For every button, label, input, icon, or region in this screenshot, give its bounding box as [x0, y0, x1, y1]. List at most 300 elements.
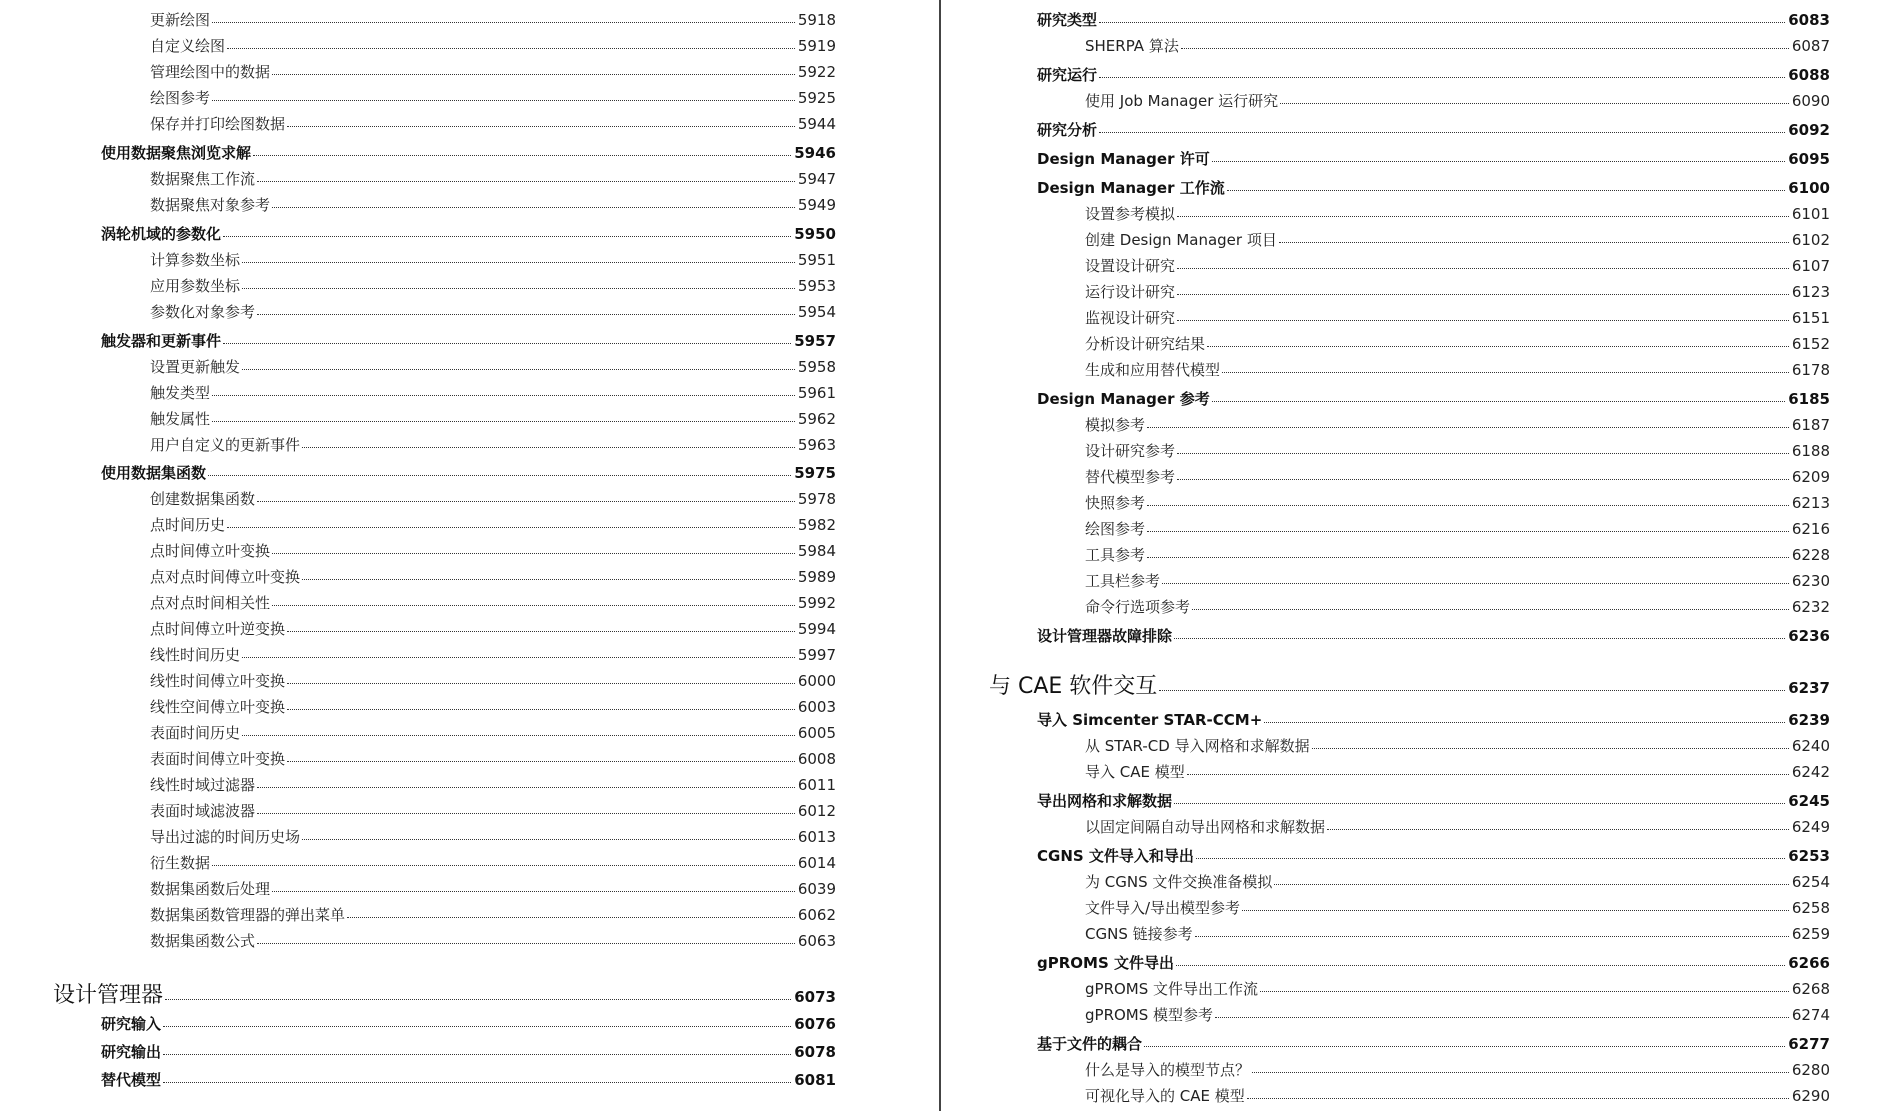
toc-entry-page-number: 6259: [1791, 925, 1830, 943]
toc-section-entry[interactable]: [1037, 1037, 1830, 1052]
toc-entry-title: 替代模型: [101, 1071, 162, 1089]
toc-entry-title: Design Manager 许可: [1037, 150, 1210, 168]
toc-entry-page-number: 5957: [794, 332, 836, 350]
toc-subsection-entry[interactable]: [1085, 522, 1830, 537]
right-toc-page: [942, 0, 1878, 1111]
toc-subsection-entry[interactable]: [1085, 765, 1830, 780]
dot-leader: [1212, 161, 1786, 162]
toc-entry-title: 运行设计研究: [1085, 283, 1176, 301]
toc-subsection-entry[interactable]: [150, 856, 836, 871]
toc-subsection-entry[interactable]: [1085, 207, 1830, 222]
toc-subsection-entry[interactable]: [1085, 94, 1830, 109]
toc-entry-title: 与 CAE 软件交互: [989, 674, 1158, 699]
toc-entry-page-number: 6062: [797, 906, 836, 924]
toc-entry-page-number: 6274: [1791, 1006, 1830, 1024]
toc-subsection-entry[interactable]: [150, 492, 836, 507]
toc-entry-title: 线性时域过滤器: [150, 776, 256, 794]
toc-subsection-entry[interactable]: [150, 804, 836, 819]
toc-subsection-entry[interactable]: [150, 622, 836, 637]
toc-entry-page-number: 5950: [794, 225, 836, 243]
toc-entry-page-number: 5949: [797, 196, 836, 214]
toc-entry-page-number: 6230: [1791, 572, 1830, 590]
toc-entry-page-number: 5961: [797, 384, 836, 402]
toc-entry-page-number: 6087: [1791, 37, 1830, 55]
toc-entry-page-number: 6095: [1788, 150, 1830, 168]
toc-subsection-entry[interactable]: [150, 648, 836, 663]
toc-entry-title: 管理绘图中的数据: [150, 63, 271, 81]
toc-entry-title: 点时间傅立叶逆变换: [150, 620, 286, 638]
toc-entry-title: 触发类型: [150, 384, 211, 402]
toc-subsection-entry[interactable]: [1085, 739, 1830, 754]
toc-subsection-entry[interactable]: [150, 934, 836, 949]
dot-leader: [1177, 320, 1789, 321]
toc-entry-page-number: 6092: [1788, 121, 1830, 139]
dot-leader: [1181, 48, 1789, 49]
dot-leader: [257, 943, 795, 944]
toc-entry-title: 数据集函数管理器的弹出菜单: [150, 906, 346, 924]
toc-entry-title: 以固定间隔自动导出网格和求解数据: [1085, 818, 1326, 836]
dot-leader: [1177, 216, 1789, 217]
toc-entry-title: 自定义绘图: [150, 37, 226, 55]
toc-entry-title: 数据聚焦工作流: [150, 170, 256, 188]
toc-entry-page-number: 6240: [1791, 737, 1830, 755]
dot-leader: [223, 236, 791, 237]
dot-leader: [302, 579, 795, 580]
toc-entry-page-number: 6216: [1791, 520, 1830, 538]
dot-leader: [212, 865, 795, 866]
toc-subsection-entry[interactable]: [150, 778, 836, 793]
toc-entry-title: 替代模型参考: [1085, 468, 1176, 486]
toc-entry-title: 研究输入: [101, 1015, 162, 1033]
toc-entry-page-number: 6266: [1788, 954, 1830, 972]
dot-leader: [1264, 722, 1785, 723]
dot-leader: [1147, 505, 1789, 506]
dot-leader: [287, 761, 795, 762]
toc-section-entry[interactable]: [1037, 13, 1830, 28]
toc-entry-title: 工具栏参考: [1085, 572, 1161, 590]
dot-leader: [212, 395, 795, 396]
dot-leader: [223, 343, 791, 344]
toc-entry-page-number: 6100: [1788, 179, 1830, 197]
dot-leader: [1144, 1046, 1785, 1047]
dot-leader: [272, 74, 795, 75]
toc-section-entry[interactable]: [1037, 794, 1830, 809]
dot-leader: [1147, 531, 1789, 532]
dot-leader: [1227, 190, 1786, 191]
toc-subsection-entry[interactable]: [150, 279, 836, 294]
toc-section-entry[interactable]: [1037, 392, 1830, 407]
toc-entry-title: CGNS 链接参考: [1085, 925, 1193, 943]
toc-subsection-entry[interactable]: [1085, 418, 1830, 433]
toc-entry-title: 设计管理器: [53, 983, 164, 1008]
toc-section-entry[interactable]: [101, 1045, 836, 1060]
toc-subsection-entry[interactable]: [1085, 337, 1830, 352]
toc-entry-title: 数据集函数公式: [150, 932, 256, 950]
toc-section-entry[interactable]: [1037, 713, 1830, 728]
dot-leader: [302, 447, 795, 448]
toc-entry-title: 模拟参考: [1085, 416, 1146, 434]
dot-leader: [1177, 479, 1789, 480]
dot-leader: [227, 527, 795, 528]
toc-entry-title: 导入 CAE 模型: [1085, 763, 1185, 781]
toc-section-entry[interactable]: [1037, 123, 1830, 138]
dot-leader: [1162, 583, 1789, 584]
dot-leader: [242, 369, 795, 370]
toc-subsection-entry[interactable]: [150, 882, 836, 897]
dot-leader: [1212, 401, 1786, 402]
toc-entry-page-number: 6083: [1788, 11, 1830, 29]
toc-section-entry[interactable]: [1037, 181, 1830, 196]
toc-entry-title: 基于文件的耦合: [1037, 1035, 1143, 1053]
toc-entry-page-number: 6005: [797, 724, 836, 742]
toc-subsection-entry[interactable]: [150, 386, 836, 401]
toc-subsection-entry[interactable]: [150, 412, 836, 427]
dot-leader: [1247, 1098, 1789, 1099]
toc-entry-title: 使用数据聚焦浏览求解: [101, 144, 252, 162]
toc-subsection-entry[interactable]: [150, 198, 836, 213]
toc-entry-page-number: 6123: [1791, 283, 1830, 301]
dot-leader: [1260, 991, 1789, 992]
toc-entry-page-number: 6078: [794, 1043, 836, 1061]
dot-leader: [1099, 132, 1785, 133]
toc-entry-page-number: 6237: [1788, 679, 1830, 697]
toc-entry-page-number: 6239: [1788, 711, 1830, 729]
toc-entry-title: 为 CGNS 文件交换准备模拟: [1085, 873, 1273, 891]
toc-entry-page-number: 6000: [797, 672, 836, 690]
toc-subsection-entry[interactable]: [150, 438, 836, 453]
toc-entry-title: 设置设计研究: [1085, 257, 1176, 275]
toc-section-entry[interactable]: [1037, 68, 1830, 83]
dot-leader: [1222, 372, 1789, 373]
toc-entry-page-number: 5962: [797, 410, 836, 428]
toc-entry-title: CGNS 文件导入和导出: [1037, 847, 1194, 865]
toc-entry-title: 研究类型: [1037, 11, 1098, 29]
toc-section-entry[interactable]: [101, 227, 836, 242]
toc-entry-page-number: 6107: [1791, 257, 1830, 275]
toc-section-entry[interactable]: [1037, 629, 1830, 644]
dot-leader: [1147, 557, 1789, 558]
dot-leader: [1192, 609, 1789, 610]
toc-entry-page-number: 6290: [1791, 1087, 1830, 1105]
toc-entry-title: 表面时域滤波器: [150, 802, 256, 820]
toc-entry-title: 点时间傅立叶变换: [150, 542, 271, 560]
toc-entry-title: 触发属性: [150, 410, 211, 428]
toc-entry-page-number: 5944: [797, 115, 836, 133]
dot-leader: [272, 553, 795, 554]
toc-entry-title: 点对点时间傅立叶变换: [150, 568, 301, 586]
toc-entry-title: 设置参考模拟: [1085, 205, 1176, 223]
toc-entry-title: 更新绘图: [150, 11, 211, 29]
toc-subsection-entry[interactable]: [1085, 285, 1830, 300]
toc-entry-title: 研究分析: [1037, 121, 1098, 139]
toc-entry-title: 导出过滤的时间历史场: [150, 828, 301, 846]
toc-entry-title: 绘图参考: [150, 89, 211, 107]
dot-leader: [242, 262, 795, 263]
dot-leader: [165, 999, 791, 1000]
toc-entry-title: 工具参考: [1085, 546, 1146, 564]
toc-subsection-entry[interactable]: [1085, 259, 1830, 274]
toc-entry-page-number: 6178: [1791, 361, 1830, 379]
dot-leader: [1177, 294, 1789, 295]
dot-leader: [257, 813, 795, 814]
toc-entry-title: 快照参考: [1085, 494, 1146, 512]
toc-entry-title: 生成和应用替代模型: [1085, 361, 1221, 379]
toc-entry-page-number: 6253: [1788, 847, 1830, 865]
toc-subsection-entry[interactable]: [150, 544, 836, 559]
toc-entry-title: 创建数据集函数: [150, 490, 256, 508]
toc-subsection-entry[interactable]: [1085, 1008, 1830, 1023]
toc-entry-page-number: 5994: [797, 620, 836, 638]
dot-leader: [1215, 1017, 1789, 1018]
dot-leader: [1242, 910, 1789, 911]
toc-entry-title: 文件导入/导出模型参考: [1085, 899, 1241, 917]
toc-entry-page-number: 6228: [1791, 546, 1830, 564]
toc-subsection-entry[interactable]: [150, 674, 836, 689]
toc-subsection-entry[interactable]: [1085, 39, 1830, 54]
toc-entry-page-number: 5975: [794, 464, 836, 482]
toc-subsection-entry[interactable]: [150, 518, 836, 533]
dot-leader: [1147, 427, 1789, 428]
dot-leader: [1207, 346, 1789, 347]
toc-section-entry[interactable]: [101, 334, 836, 349]
toc-entry-title: 设计管理器故障排除: [1037, 627, 1173, 645]
toc-subsection-entry[interactable]: [150, 13, 836, 28]
toc-section-entry[interactable]: [1037, 849, 1830, 864]
dot-leader: [287, 126, 795, 127]
dot-leader: [1174, 638, 1785, 639]
toc-entry-page-number: 6088: [1788, 66, 1830, 84]
page-divider: [939, 0, 941, 1111]
dot-leader: [242, 657, 795, 658]
toc-entry-page-number: 6076: [794, 1015, 836, 1033]
toc-entry-title: 研究输出: [101, 1043, 162, 1061]
toc-section-entry[interactable]: [101, 1073, 836, 1088]
toc-subsection-entry[interactable]: [1085, 311, 1830, 326]
dot-leader: [257, 787, 795, 788]
toc-subsection-entry[interactable]: [150, 700, 836, 715]
toc-subsection-entry[interactable]: [1085, 820, 1830, 835]
dot-leader: [242, 288, 795, 289]
dot-leader: [212, 421, 795, 422]
toc-entry-page-number: 6245: [1788, 792, 1830, 810]
dot-leader: [242, 735, 795, 736]
toc-entry-page-number: 6012: [797, 802, 836, 820]
toc-entry-title: 设计研究参考: [1085, 442, 1176, 460]
toc-section-entry[interactable]: [101, 146, 836, 161]
dot-leader: [1274, 884, 1788, 885]
toc-subsection-entry[interactable]: [1085, 1063, 1830, 1078]
toc-entry-title: 点对点时间相关性: [150, 594, 271, 612]
toc-entry-title: 数据聚焦对象参考: [150, 196, 271, 214]
dot-leader: [1327, 829, 1789, 830]
toc-entry-title: 计算参数坐标: [150, 251, 241, 269]
toc-entry-title: SHERPA 算法: [1085, 37, 1179, 55]
toc-entry-page-number: 6242: [1791, 763, 1830, 781]
dot-leader: [347, 917, 795, 918]
toc-subsection-entry[interactable]: [1085, 548, 1830, 563]
toc-entry-title: 什么是导入的模型节点？: [1085, 1061, 1251, 1079]
toc-section-entry[interactable]: [1037, 956, 1830, 971]
dot-leader: [227, 48, 795, 49]
toc-entry-page-number: 6014: [797, 854, 836, 872]
toc-entry-page-number: 6039: [797, 880, 836, 898]
toc-entry-title: 涡轮机域的参数化: [101, 225, 222, 243]
toc-entry-page-number: 5982: [797, 516, 836, 534]
dot-leader: [163, 1082, 791, 1083]
toc-entry-title: 应用参数坐标: [150, 277, 241, 295]
toc-entry-page-number: 6185: [1788, 390, 1830, 408]
dot-leader: [1252, 1072, 1789, 1073]
toc-entry-page-number: 5978: [797, 490, 836, 508]
toc-entry-page-number: 5997: [797, 646, 836, 664]
toc-entry-title: 表面时间历史: [150, 724, 241, 742]
toc-entry-page-number: 6236: [1788, 627, 1830, 645]
dot-leader: [272, 207, 795, 208]
dot-leader: [212, 100, 795, 101]
toc-entry-page-number: 6003: [797, 698, 836, 716]
toc-subsection-entry[interactable]: [1085, 982, 1830, 997]
toc-entry-page-number: 5954: [797, 303, 836, 321]
dot-leader: [272, 605, 795, 606]
toc-subsection-entry[interactable]: [150, 726, 836, 741]
toc-section-entry[interactable]: [101, 1017, 836, 1032]
toc-subsection-entry[interactable]: [1085, 444, 1830, 459]
toc-subsection-entry[interactable]: [150, 39, 836, 54]
toc-subsection-entry[interactable]: [150, 830, 836, 845]
toc-entry-page-number: 5946: [794, 144, 836, 162]
toc-subsection-entry[interactable]: [150, 305, 836, 320]
toc-entry-page-number: 6073: [794, 988, 836, 1006]
dot-leader: [1187, 774, 1789, 775]
toc-entry-title: 使用 Job Manager 运行研究: [1085, 92, 1279, 110]
toc-entry-page-number: 6213: [1791, 494, 1830, 512]
toc-entry-page-number: 6254: [1791, 873, 1830, 891]
toc-subsection-entry[interactable]: [1085, 901, 1830, 916]
toc-entry-page-number: 5958: [797, 358, 836, 376]
toc-entry-title: 创建 Design Manager 项目: [1085, 231, 1277, 249]
dot-leader: [163, 1054, 791, 1055]
toc-entry-page-number: 5918: [797, 11, 836, 29]
toc-entry-title: 绘图参考: [1085, 520, 1146, 538]
toc-entry-page-number: 6013: [797, 828, 836, 846]
dot-leader: [208, 475, 791, 476]
toc-subsection-entry[interactable]: [150, 91, 836, 106]
dot-leader: [1174, 803, 1785, 804]
toc-subsection-entry[interactable]: [150, 117, 836, 132]
toc-subsection-entry[interactable]: [150, 908, 836, 923]
toc-entry-page-number: 6187: [1791, 416, 1830, 434]
toc-subsection-entry[interactable]: [150, 360, 836, 375]
dot-leader: [287, 709, 795, 710]
toc-entry-page-number: 6277: [1788, 1035, 1830, 1053]
toc-subsection-entry[interactable]: [150, 65, 836, 80]
toc-subsection-entry[interactable]: [1085, 363, 1830, 378]
dot-leader: [1177, 453, 1789, 454]
toc-subsection-entry[interactable]: [150, 752, 836, 767]
toc-entry-page-number: 5922: [797, 63, 836, 81]
toc-entry-title: gPROMS 模型参考: [1085, 1006, 1214, 1024]
toc-chapter-entry[interactable]: [989, 676, 1830, 698]
toc-section-entry[interactable]: [1037, 152, 1830, 167]
toc-entry-title: 命令行选项参考: [1085, 598, 1191, 616]
toc-subsection-entry[interactable]: [150, 253, 836, 268]
toc-subsection-entry[interactable]: [1085, 470, 1830, 485]
toc-entry-title: Design Manager 参考: [1037, 390, 1210, 408]
dot-leader: [287, 631, 795, 632]
toc-entry-page-number: 6008: [797, 750, 836, 768]
dot-leader: [257, 501, 795, 502]
toc-entry-title: 触发器和更新事件: [101, 332, 222, 350]
toc-entry-page-number: 5925: [797, 89, 836, 107]
toc-entry-page-number: 6249: [1791, 818, 1830, 836]
toc-entry-title: 线性时间傅立叶变换: [150, 672, 286, 690]
dot-leader: [1176, 965, 1785, 966]
toc-entry-page-number: 6152: [1791, 335, 1830, 353]
toc-entry-title: Design Manager 工作流: [1037, 179, 1225, 197]
toc-subsection-entry[interactable]: [150, 172, 836, 187]
toc-entry-page-number: 6258: [1791, 899, 1830, 917]
dot-leader: [1159, 690, 1785, 691]
toc-section-entry[interactable]: [101, 466, 836, 481]
toc-entry-title: 线性时间历史: [150, 646, 241, 664]
dot-leader: [1312, 748, 1789, 749]
toc-entry-page-number: 5919: [797, 37, 836, 55]
dot-leader: [163, 1026, 791, 1027]
dot-leader: [287, 683, 795, 684]
toc-subsection-entry[interactable]: [150, 596, 836, 611]
toc-subsection-entry[interactable]: [1085, 875, 1830, 890]
toc-entry-title: 衍生数据: [150, 854, 211, 872]
toc-subsection-entry[interactable]: [1085, 574, 1830, 589]
toc-entry-title: 可视化导入的 CAE 模型: [1085, 1087, 1245, 1105]
dot-leader: [1279, 242, 1789, 243]
toc-entry-page-number: 6209: [1791, 468, 1830, 486]
toc-entry-page-number: 5984: [797, 542, 836, 560]
toc-subsection-entry[interactable]: [1085, 496, 1830, 511]
dot-leader: [253, 155, 791, 156]
toc-entry-page-number: 5992: [797, 594, 836, 612]
toc-entry-title: 数据集函数后处理: [150, 880, 271, 898]
dot-leader: [1177, 268, 1789, 269]
toc-subsection-entry[interactable]: [1085, 600, 1830, 615]
toc-subsection-entry[interactable]: [1085, 233, 1830, 248]
dot-leader: [212, 22, 795, 23]
toc-entry-title: 从 STAR-CD 导入网格和求解数据: [1085, 737, 1310, 755]
toc-entry-title: 分析设计研究结果: [1085, 335, 1206, 353]
toc-entry-page-number: 6280: [1791, 1061, 1830, 1079]
toc-subsection-entry[interactable]: [150, 570, 836, 585]
toc-entry-page-number: 5963: [797, 436, 836, 454]
toc-entry-page-number: 6268: [1791, 980, 1830, 998]
dot-leader: [257, 181, 795, 182]
toc-chapter-entry[interactable]: [53, 985, 836, 1007]
dot-leader: [1099, 77, 1785, 78]
toc-entry-title: 参数化对象参考: [150, 303, 256, 321]
dot-leader: [1099, 22, 1785, 23]
toc-subsection-entry[interactable]: [1085, 1089, 1830, 1104]
toc-entry-page-number: 6063: [797, 932, 836, 950]
toc-entry-title: 用户自定义的更新事件: [150, 436, 301, 454]
toc-entry-page-number: 6101: [1791, 205, 1830, 223]
toc-entry-page-number: 5989: [797, 568, 836, 586]
toc-subsection-entry[interactable]: [1085, 927, 1830, 942]
dot-leader: [1280, 103, 1789, 104]
toc-entry-title: 保存并打印绘图数据: [150, 115, 286, 133]
toc-entry-title: 设置更新触发: [150, 358, 241, 376]
dot-leader: [257, 314, 795, 315]
toc-entry-page-number: 5947: [797, 170, 836, 188]
toc-entry-title: 研究运行: [1037, 66, 1098, 84]
